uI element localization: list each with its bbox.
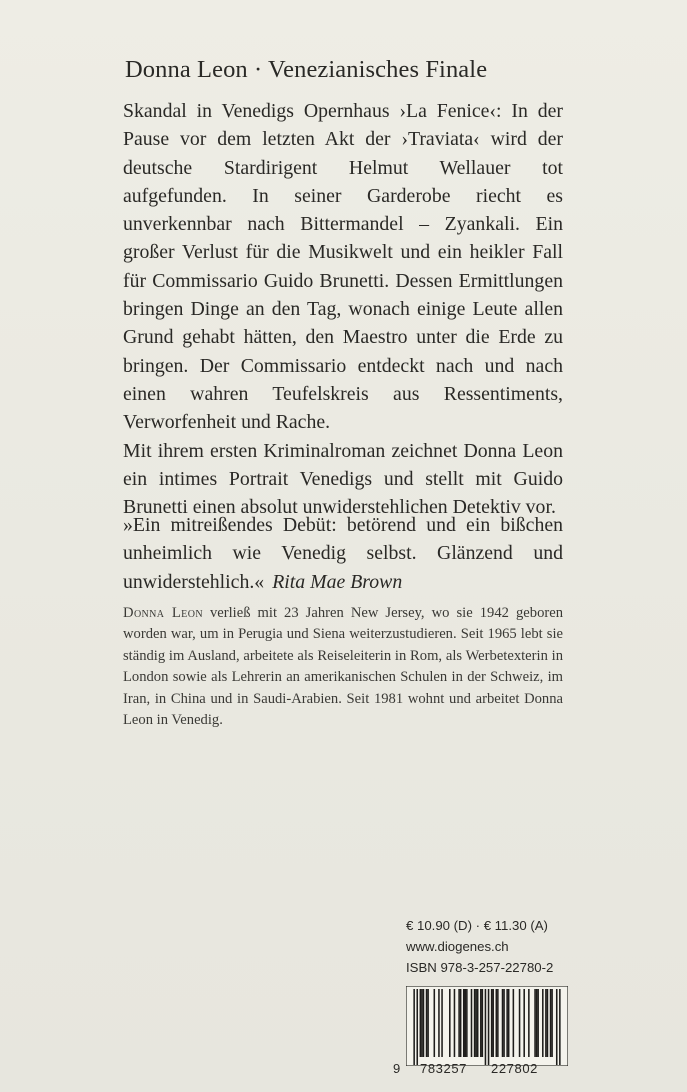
barcode-bar (471, 989, 473, 1057)
barcode-first-digit: 9 (393, 1061, 401, 1076)
barcode-bar (506, 989, 508, 1057)
barcode-bar (491, 989, 493, 1057)
barcode-bar (420, 989, 422, 1057)
blurb-paragraph: Skandal in Venedigs Opernhaus ›La Fenice‹: In der Pause vor dem letzten Akt der ›Traviata‹ wird der deutsche Stardirigent Helmut Wellauer tot aufgefunden. In seiner Garderobe riecht es unverkennbar nach Bittermandel – Zyankali. Ein großer Verlust für die Musikwelt und ein heikler Fall für Commissario Guido Brunetti. Dessen Ermittlungen bringen Dinge an den Tag, wonach einige Leute allen Grund gehabt hätten, den Maestro unter die Erde zu bringen. Der Commissario entdeckt nach und nach einen wahren Teufelskreis aus Ressentiments, Verworfenheit und Rache. (123, 100, 563, 434)
barcode-bar (413, 989, 415, 1065)
book-title: Donna Leon · Venezianisches Finale (125, 56, 488, 83)
barcode-bar (474, 989, 476, 1057)
barcode-bar (523, 989, 525, 1057)
publisher-website: www.diogenes.ch (406, 939, 509, 954)
barcode-bar (503, 989, 505, 1057)
author-name: Donna Leon (123, 605, 203, 621)
blurb-paragraph: Mit ihrem ersten Kriminalroman zeichnet Donna Leon ein intimes Portrait Venedigs und stellt mit Guido Brunetti einen absolut unwiderstehlichen Detektiv vor. (123, 439, 563, 519)
barcode-bar (550, 989, 552, 1057)
review-quote (123, 511, 563, 596)
price: € 10.90 (D) · € 11.30 (A) (406, 918, 548, 933)
barcode-bar (488, 989, 490, 1065)
barcode-bar (528, 989, 530, 1057)
bio-text: verließ mit 23 Jahren New Jersey, wo sie 1942 geboren worden war, um in Perugia und Siena weiterzustudieren. Seit 1965 lebt sie ständig im Ausland, arbeitete als Reiseleiterin in Rom, als Werbetexterin in London sowie als Lehrerin an amerikanischen Schulen in der Schweiz, im Iran, in China und in Saudi-Arabien. Seit 1981 wohnt und arbeitet Donna Leon in Venedig. (123, 605, 563, 729)
barcode-bar (556, 989, 558, 1065)
barcode-bar (454, 989, 456, 1057)
barcode-bar (536, 989, 538, 1057)
barcode-bar (423, 989, 425, 1057)
barcode-bar (465, 989, 467, 1057)
price-info (406, 915, 553, 978)
barcode-bar (449, 989, 451, 1057)
blurb (123, 97, 563, 521)
barcode-bar (426, 989, 428, 1057)
barcode-bar (508, 989, 510, 1057)
barcode-bar (542, 989, 544, 1057)
barcode-bar (441, 989, 443, 1057)
quote-author: Rita Mae Brown (272, 570, 403, 593)
barcode-bar (502, 989, 504, 1057)
isbn: ISBN 978-3-257-22780-2 (406, 960, 554, 975)
barcode-bar (460, 989, 462, 1057)
barcode-bar (559, 989, 561, 1065)
barcode-bar (497, 989, 499, 1057)
barcode-bar (463, 989, 465, 1057)
author-bio (123, 603, 563, 731)
barcode-bar (551, 989, 553, 1057)
barcode-bar (438, 989, 440, 1057)
barcode-bar (485, 989, 487, 1065)
barcode-bar (513, 989, 515, 1057)
barcode-bar (482, 989, 484, 1057)
barcode-bar (458, 989, 460, 1057)
barcode-bar (475, 989, 477, 1057)
barcode-bar (466, 989, 468, 1057)
barcode-bar (416, 989, 418, 1065)
barcode-bar (477, 989, 479, 1057)
barcode-bar (492, 989, 494, 1057)
barcode-bar (547, 989, 549, 1057)
barcode-frame (406, 986, 568, 1066)
barcode-bar (421, 989, 423, 1057)
barcode-bar (427, 989, 429, 1057)
barcode-bar (534, 989, 536, 1057)
barcode-left-digits: 783257 (420, 1061, 467, 1076)
barcode-bar (480, 989, 482, 1057)
barcode-bar (545, 989, 547, 1057)
quote-text: »Ein mitreißendes Debüt: betörend und ein bißchen unheimlich wie Venedig selbst. Glänzend und unwiderstehlich.« (123, 514, 563, 593)
barcode-right-digits: 227802 (491, 1061, 538, 1076)
barcode-bar (519, 989, 521, 1057)
barcode-bar (434, 989, 436, 1057)
ean-barcode (406, 986, 568, 1066)
barcode-bar (537, 989, 539, 1057)
barcode-bar (496, 989, 498, 1057)
